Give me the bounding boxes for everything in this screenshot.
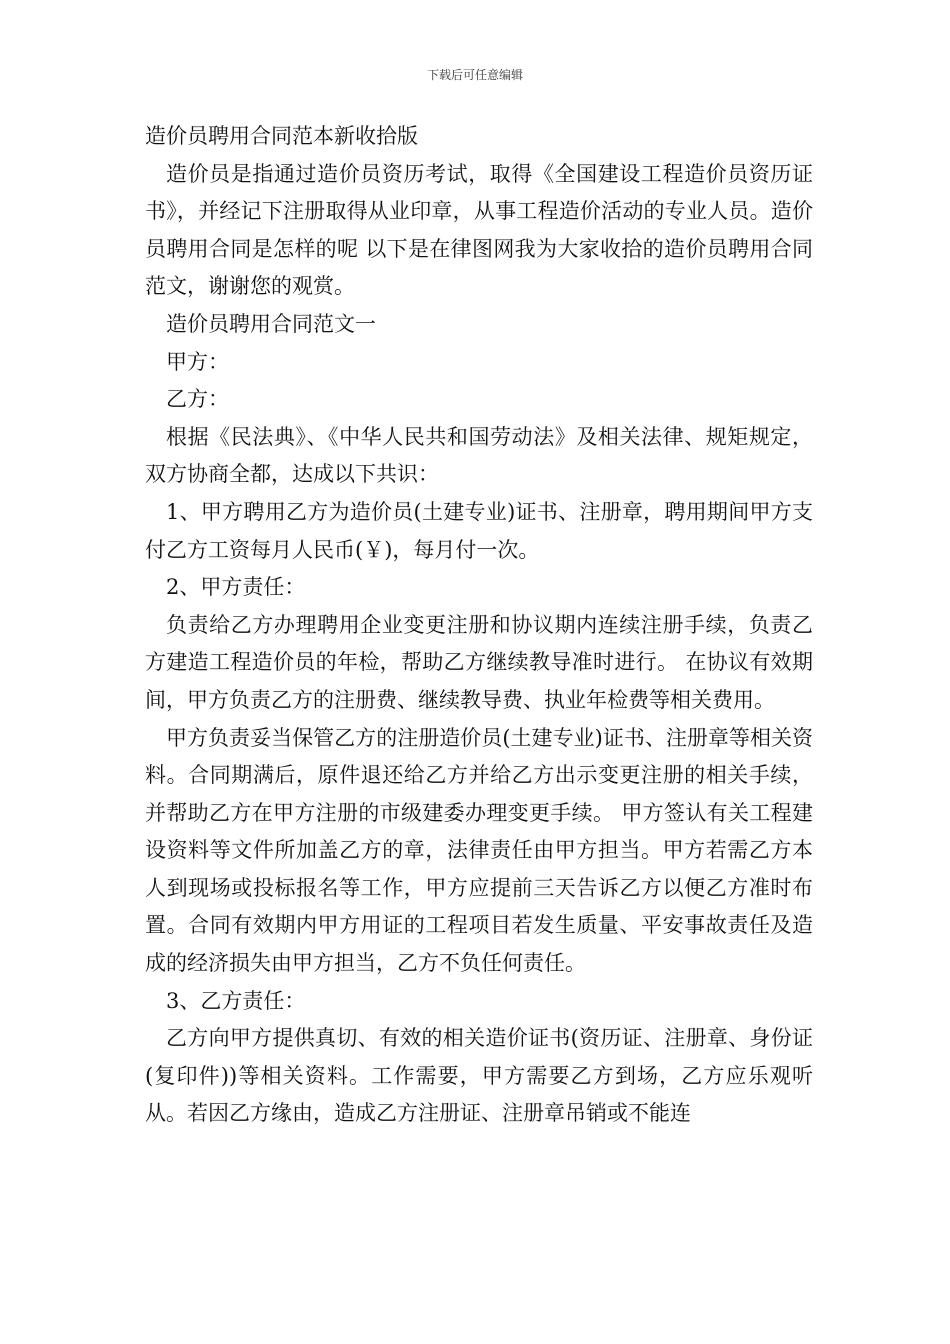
paragraph-basis: 根据《民法典》、《中华人民共和国劳动法》及相关法律、规矩规定，双方协商全都，达成以下共识： [145, 424, 813, 487]
document-title: 造价员聘用合同范本新收拾版 [145, 124, 418, 148]
paragraph-intro: 造价员是指通过造价员资历考试，取得《全国建设工程造价员资历证书》，并经记下注册取得从业印章，从事工程造价活动的专业人员。造价员聘用合同是怎样的呢 以下是在律图网我为大家收拾的造价员聘用合同范文，谢谢您的观赏。 [145, 161, 813, 299]
paragraph-sample-heading: 造价员聘用合同范文一 [166, 311, 376, 336]
paragraph-party-a: 甲方： [166, 349, 229, 374]
paragraph-clause-1: 1、甲方聘用乙方为造价员(土建专业)证书、注册章，聘用期间甲方支付乙方工资每月人民币(￥)，每月付一次。 [145, 499, 813, 562]
paragraph-clause-3-heading: 3、乙方责任： [166, 988, 306, 1013]
paragraph-party-b: 乙方： [166, 387, 229, 412]
paragraph-clause-2-body-1: 负责给乙方办理聘用企业变更注册和协议期内连续注册手续，负责乙方建造工程造价员的年检，帮助乙方继续教导准时进行。 在协议有效期间，甲方负责乙方的注册费、继续教导费、执业年检费等相关费用。 [145, 612, 813, 712]
header-note: 下载后可任意编辑 [426, 68, 523, 82]
document-body [145, 118, 813, 1133]
paragraph-clause-3-body: 乙方向甲方提供真切、有效的相关造价证书(资历证、注册章、身份证(复印件))等相关资料。工作需要，甲方需要乙方到场，乙方应乐观听从。若因乙方缘由，造成乙方注册证、注册章吊销或不能连 [145, 1026, 813, 1126]
paragraph-clause-2-heading: 2、甲方责任： [166, 575, 306, 600]
paragraph-clause-2-body-2: 甲方负责妥当保管乙方的注册造价员(土建专业)证书、注册章等相关资料。合同期满后，原件退还给乙方并给乙方出示变更注册的相关手续，并帮助乙方在甲方注册的市级建委办理变更手续。 甲方签认有关工程建设资料等文件所加盖乙方的章，法律责任由甲方担当。甲方若需乙方本人到现场或投标报名等工作，甲方应提前三天告诉乙方以便乙方准时布置。合同有效期内甲方用证的工程项目若发生质量、平安事故责任及造成的经济损失由甲方担当，乙方不负任何责任。 [145, 725, 813, 976]
